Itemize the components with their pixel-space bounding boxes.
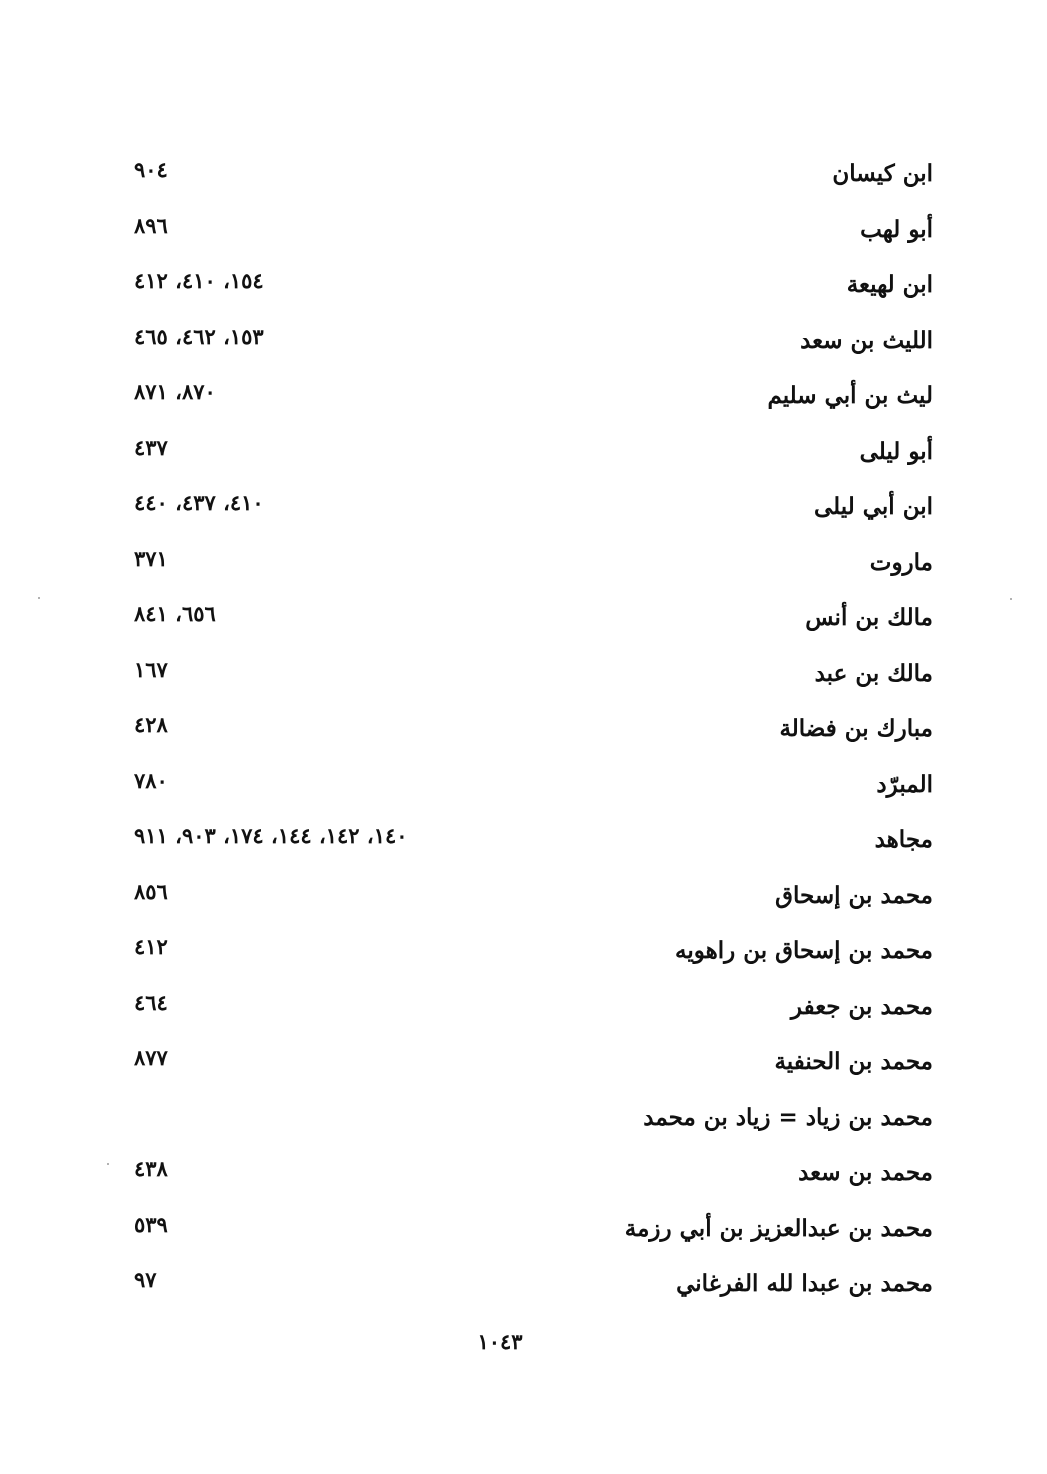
- entry-pages: ١٤٠، ١٤٢، ١٤٤، ١٧٤، ٩٠٣، ٩١١: [134, 823, 408, 848]
- entry-name: ابن كيسان: [832, 160, 933, 187]
- index-entry: [0, 1036, 1047, 1092]
- entry-name: أبو ليلى: [859, 437, 933, 465]
- entry-name: مالك بن أنس: [805, 604, 933, 631]
- entry-pages: ١٦٧: [134, 656, 168, 682]
- entry-name: مبارك بن فضالة: [779, 715, 933, 742]
- entry-pages: ٤٦٤: [134, 989, 168, 1015]
- index-entry: [0, 870, 1047, 926]
- index-entry: [0, 981, 1047, 1037]
- index-entry: [0, 1092, 1047, 1148]
- entry-name: محمد بن إسحاق: [775, 881, 933, 909]
- entry-name: محمد بن سعد: [798, 1159, 933, 1186]
- entry-pages: ٨٧٧: [134, 1045, 168, 1070]
- index-entry: [0, 759, 1047, 815]
- index-entry: [0, 537, 1047, 593]
- index-entry: [0, 1147, 1047, 1203]
- entry-name: أبو لهب: [860, 215, 933, 243]
- entry-pages: ٧٨٠: [134, 767, 168, 793]
- index-entry: [0, 925, 1047, 981]
- entry-pages: ٨٧٠، ٨٧١: [134, 379, 216, 404]
- index-entry: [0, 148, 1047, 204]
- entry-pages: ٤١٢: [134, 934, 168, 959]
- entry-pages: ٥٣٩: [134, 1211, 168, 1237]
- entry-pages: ٤٣٨: [134, 1156, 168, 1181]
- index-entry: [0, 814, 1047, 870]
- entry-name: مجاهد: [874, 826, 933, 853]
- entry-name: محمد بن زياد = زياد بن محمد: [643, 1103, 933, 1131]
- entry-name: محمد بن جعفر: [790, 992, 933, 1020]
- entry-name: ماروت: [869, 548, 933, 576]
- index-entry: [0, 204, 1047, 260]
- entry-name: المبرّد: [876, 770, 933, 798]
- index-entry: [0, 592, 1047, 648]
- index-list: [0, 148, 1047, 1314]
- index-entry: [0, 426, 1047, 482]
- page-number: ١٠٤٣: [477, 1329, 523, 1354]
- entry-name: ليث بن أبي سليم: [767, 382, 933, 409]
- entry-pages: ٤١٠، ٤٣٧، ٤٤٠: [134, 490, 264, 515]
- entry-pages: ٩٠٤: [134, 157, 168, 182]
- index-entry: [0, 370, 1047, 426]
- entry-pages: ٩٧: [134, 1267, 157, 1292]
- scan-speck: [1010, 598, 1012, 600]
- entry-pages: ١٥٤، ٤١٠، ٤١٢: [134, 268, 264, 293]
- entry-name: ابن لهيعة: [846, 271, 933, 298]
- index-entry: [0, 703, 1047, 759]
- entry-pages: ٤٣٧: [134, 434, 168, 460]
- entry-pages: ١٥٣، ٤٦٢، ٤٦٥: [134, 323, 264, 349]
- entry-name: محمد بن الحنفية: [774, 1048, 933, 1075]
- scan-speck: [107, 1163, 109, 1165]
- index-entry: [0, 315, 1047, 371]
- index-entry: [0, 1203, 1047, 1259]
- entry-name: مالك بن عبد: [814, 659, 933, 687]
- entry-name: ابن أبي ليلى: [813, 493, 933, 520]
- entry-name: محمد بن عبدا لله الفرغاني: [676, 1270, 933, 1297]
- entry-name: محمد بن عبدالعزيز بن أبي رزمة: [624, 1214, 933, 1242]
- entry-pages: ٨٩٦: [134, 212, 168, 238]
- index-entry: [0, 481, 1047, 537]
- entry-name: الليث بن سعد: [800, 326, 933, 354]
- index-entry: [0, 648, 1047, 704]
- entry-pages: ٦٥٦، ٨٤١: [134, 601, 216, 626]
- index-entry: [0, 259, 1047, 315]
- scan-speck: [38, 597, 40, 599]
- entry-name: محمد بن إسحاق بن راهويه: [675, 937, 933, 964]
- index-entry: [0, 1258, 1047, 1314]
- entry-pages: ٨٥٦: [134, 878, 168, 904]
- entry-pages: ٤٢٨: [134, 712, 168, 737]
- entry-pages: ٣٧١: [134, 545, 168, 571]
